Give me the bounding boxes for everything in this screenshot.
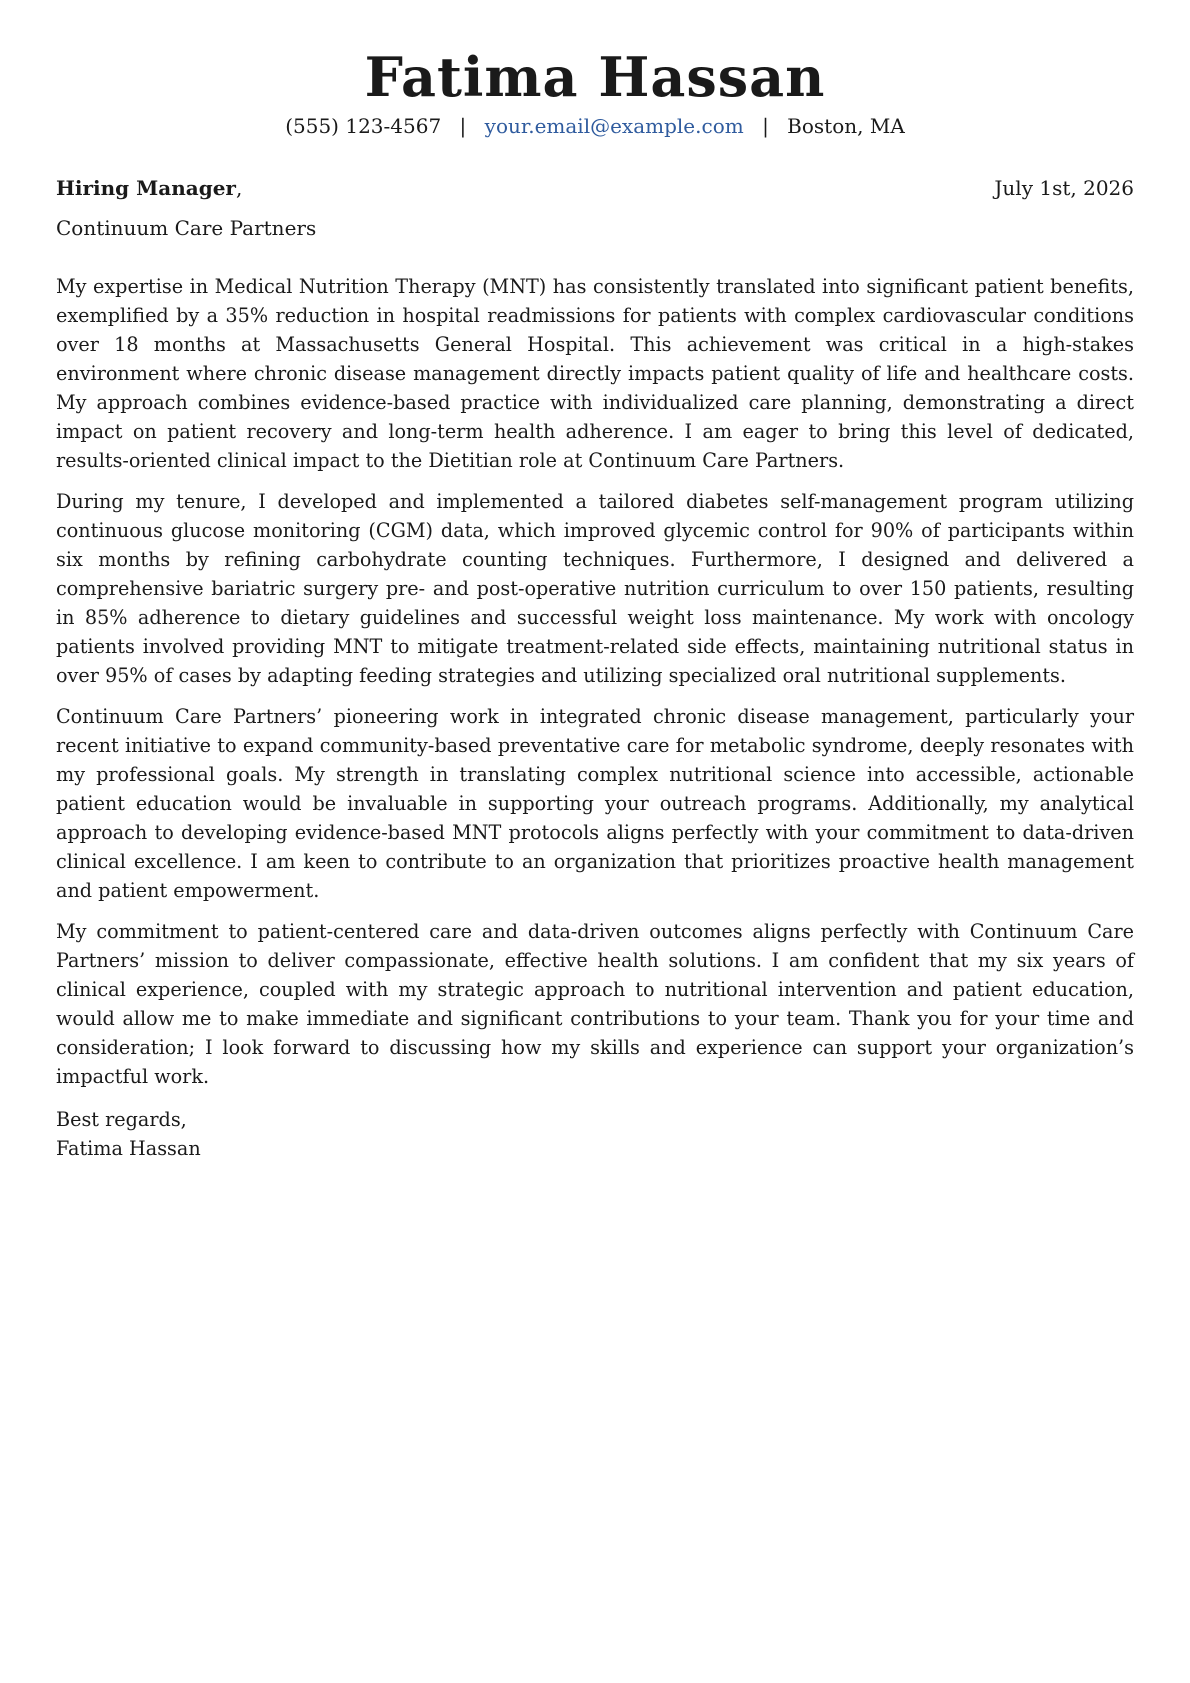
closing-block [56,1105,1134,1163]
letter-date: July 1st, 2026 [994,176,1134,200]
contact-line [56,112,1134,140]
sender-name: Fatima Hassan [364,45,826,109]
recipient-greeting [56,174,242,202]
email-link[interactable]: your.email@example.com [484,114,744,138]
recipient-row [56,174,1134,202]
body-paragraph: My commitment to patient-centered care and data-driven outcomes aligns perfectly with Continuum Care Partners’ mission to deliver compassionate, effective health solutions. I am confident that my six years of clinical experience, coupled with my strategic approach to nutritional intervention and patient education, would allow me to make immediate and significant contributions to your team. Thank you for your time and consideration; I look forward to discussing how my skills and experience can support your organization’s impactful work. [56,920,1134,1088]
phone-number: (555) 123-4567 [285,114,442,138]
closing-salutation: Best regards, [56,1108,187,1131]
location: Boston, MA [787,114,905,138]
recipient-name: Hiring Manager [56,176,236,200]
body-paragraph: During my tenure, I developed and implemented a tailored diabetes self-management program utilizing continuous glucose monitoring (CGM) data, which improved glycemic control for 90% of participants within six months by refining carbohydrate counting techniques. Furthermore, I designed and delivered a comprehensive bariatric surgery pre- and post-operative nutrition curriculum to over 150 patients, resulting in 85% adherence to dietary guidelines and successful weight loss maintenance. My work with oncology patients involved providing MNT to mitigate treatment-related side effects, maintaining nutritional status in over 95% of cases by adapting feeding strategies and utilizing specialized oral nutritional supplements. [56,490,1134,687]
recipient-suffix: , [235,176,243,200]
letter-body [56,272,1134,1091]
contact-separator: | [459,114,467,138]
body-paragraph: Continuum Care Partners’ pioneering work in integrated chronic disease management, particularly your recent initiative to expand community-based preventative care for metabolic syndrome, deeply resonates with my professional goals. My strength in translating complex nutritional science into accessible, actionable patient education would be invaluable in supporting your outreach programs. Additionally, my analytical approach to developing evidence-based MNT protocols aligns perfectly with your commitment to data-driven clinical excellence. I am keen to contribute to an organization that prioritizes proactive health management and patient empowerment. [56,705,1134,902]
signature-name: Fatima Hassan [56,1137,201,1160]
contact-separator: | [762,114,769,138]
recipient-company: Continuum Care Partners [56,216,317,240]
body-paragraph: My expertise in Medical Nutrition Therapy (MNT) has consistently translated into significant patient benefits, exemplified by a 35% reduction in hospital readmissions for patients with complex cardiovascular conditions over 18 months at Massachusetts General Hospital. This achievement was critical in a high-stakes environment where chronic disease management directly impacts patient quality of life and healthcare costs. My approach combines evidence-based practice with individualized care planning, demonstrating a direct impact on patient recovery and long-term health adherence. I am eager to bring this level of dedicated, results-oriented clinical impact to the Dietitian role at Continuum Care Partners. [56,275,1134,472]
